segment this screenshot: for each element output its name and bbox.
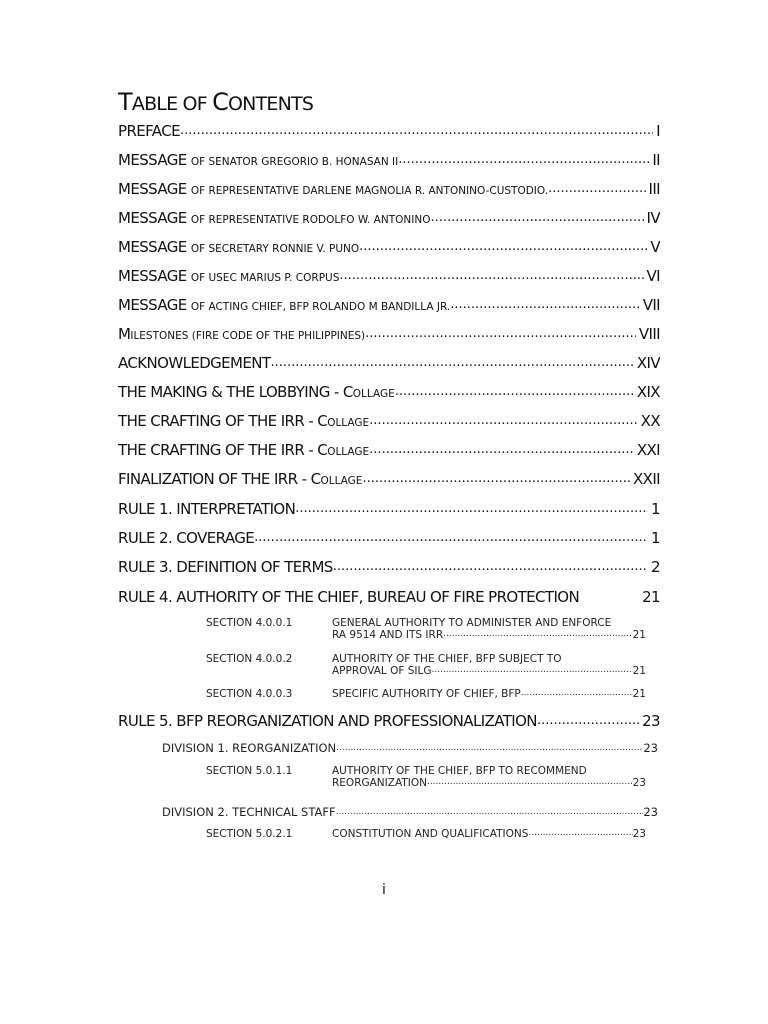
toc-entry-milestones[interactable]: MILESTONES (FIRE CODE OF THE PHILIPPINES) ..... VIII: [118, 325, 660, 343]
toc-entry-message-custodio[interactable]: MESSAGE OF REPRESENTATIVE DARLENE MAGNOLIA R. ANTONINO-CUSTODIO. ..... III: [118, 180, 660, 198]
toc-entry-message-corpus[interactable]: MESSAGE OF USEC MARIUS P. CORPUS ..... VI: [118, 267, 660, 285]
page-number: i: [382, 882, 386, 898]
toc-entry-rule-4[interactable]: RULE 4. AUTHORITY OF THE CHIEF, BUREAU OF FIRE PROTECTION 21: [118, 588, 660, 606]
toc-entry-crafting-irr-1[interactable]: THE CRAFTING OF THE IRR - COLLAGE ..... XX: [118, 412, 660, 430]
toc-entry-preface[interactable]: PREFACE ..... I: [118, 122, 660, 140]
toc-entry-rule-5[interactable]: RULE 5. BFP REORGANIZATION AND PROFESSIONALIZATION ..... 23: [118, 712, 660, 730]
page-title: TABLE OF CONTENTS: [118, 88, 314, 116]
toc-entry-rule-2[interactable]: RULE 2. COVERAGE ..... 1: [118, 529, 660, 547]
toc-division-2[interactable]: DIVISION 2. TECHNICAL STAFF ..... 23: [162, 805, 658, 819]
toc-entry-acknowledgement[interactable]: ACKNOWLEDGEMENT ..... XIV: [118, 354, 660, 372]
toc-entry-message-honasan[interactable]: MESSAGE OF SENATOR GREGORIO B. HONASAN II ..... II: [118, 151, 660, 169]
toc-entry-message-antonino[interactable]: MESSAGE OF REPRESENTATIVE RODOLFO W. ANTONINO ..... IV: [118, 209, 660, 227]
toc-entry-rule-1[interactable]: RULE 1. INTERPRETATION ..... 1: [118, 500, 660, 518]
toc-entry-rule-3[interactable]: RULE 3. DEFINITION OF TERMS ..... 2: [118, 558, 660, 576]
toc-entry-crafting-irr-2[interactable]: THE CRAFTING OF THE IRR - COLLAGE ..... XXI: [118, 441, 660, 459]
toc-entry-finalization-irr[interactable]: FINALIZATION OF THE IRR - COLLAGE ..... XXII: [118, 470, 660, 488]
toc-division-1[interactable]: DIVISION 1. REORGANIZATION ..... 23: [162, 741, 658, 755]
toc-entry-message-puno[interactable]: MESSAGE OF SECRETARY RONNIE V. PUNO ..... V: [118, 238, 660, 256]
toc-entry-making-lobbying[interactable]: THE MAKING & THE LOBBYING - COLLAGE ..... XIX: [118, 383, 660, 401]
toc-entry-message-bandilla[interactable]: MESSAGE OF ACTING CHIEF, BFP ROLANDO M BANDILLA JR. ..... VII: [118, 296, 660, 314]
